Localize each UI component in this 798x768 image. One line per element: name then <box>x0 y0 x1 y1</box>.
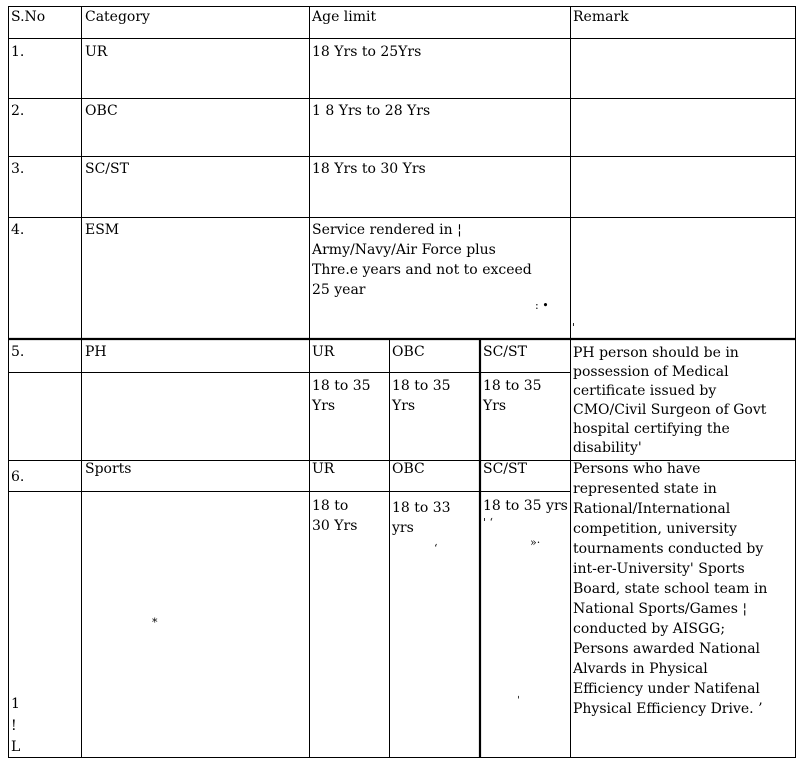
row-5-scst-value: Yrs <box>483 398 507 414</box>
row-5-remark-line: disability' <box>573 440 642 456</box>
row-6-stray-mark: ˌ <box>517 687 521 700</box>
row-6-stray-mark: * <box>152 616 158 629</box>
header-remark: Remark <box>573 9 629 25</box>
row-6-obc-value: yrs <box>392 520 414 536</box>
row-4-stray-mark: : • <box>535 299 549 312</box>
row-3-age: 18 Yrs to 30 Yrs <box>312 161 426 177</box>
row-6-subheader-ur: UR <box>312 461 335 477</box>
row-5-ur-value: 18 to 35 <box>312 378 371 394</box>
row-2-age: 1 8 Yrs to 28 Yrs <box>312 103 431 119</box>
row-6-sno-tail: L <box>11 739 21 755</box>
row-6-scst-value: 18 to 35 yrs <box>483 498 568 514</box>
row-6-obc-value: 18 to 33 <box>392 500 451 516</box>
header-category: Category <box>85 9 150 25</box>
row-6-remark-line: represented state in <box>573 481 717 497</box>
row-5-remark-line: CMO/Civil Surgeon of Govt <box>573 402 767 418</box>
row-6-remark-line: conducted by AISGG; <box>573 621 726 637</box>
row-4-age-line: Service rendered in ¦ <box>312 222 462 238</box>
row-5-subheader-obc: OBC <box>392 344 425 360</box>
row-4-category: ESM <box>85 222 120 238</box>
row-6-sno: 6. <box>11 469 25 485</box>
row-6-stray-mark: ‘ <box>434 542 438 555</box>
row-5-obc-value: Yrs <box>392 398 416 414</box>
row-6-sno-tail: 1 <box>11 696 20 712</box>
row-3-category: SC/ST <box>85 161 129 177</box>
row-1-category: UR <box>85 44 108 60</box>
row-6-category: Sports <box>85 461 132 477</box>
row-5-subheader-scst: SC/ST <box>483 344 527 360</box>
row-5-scst-value: 18 to 35 <box>483 378 542 394</box>
row-5-remark-line: possession of Medical <box>573 364 729 380</box>
row-1-age: 18 Yrs to 25Yrs <box>312 44 422 60</box>
row-2-category: OBC <box>85 103 118 119</box>
row-6-remark-line: Rational/International <box>573 501 731 517</box>
row-2-sno: 2. <box>11 103 25 119</box>
row-5-obc-value: 18 to 35 <box>392 378 451 394</box>
row-6-stray-mark: »· <box>530 536 541 549</box>
row-6-remark-line: Persons who have <box>573 461 701 477</box>
row-5-remark-line: PH person should be in <box>573 345 739 361</box>
row-6-remark-line: Board, state school team in <box>573 581 768 597</box>
row-6-remark-line: int-er-University' Sports <box>573 561 745 577</box>
row-5-subheader-ur: UR <box>312 344 335 360</box>
row-5-remark-line: hospital certifying the <box>573 421 730 437</box>
row-6-scst-mark: ' ‘ <box>483 516 494 529</box>
row-6-remark-line: tournaments conducted by <box>573 541 764 557</box>
row-6-remark-line: Alvards in Physical <box>573 661 708 677</box>
row-6-ur-value: 30 Yrs <box>312 518 358 534</box>
header-sno: S.No <box>11 9 46 25</box>
row-4-sno: 4. <box>11 222 25 238</box>
row-6-remark-line: Efficiency under Natifenal <box>573 681 760 697</box>
row-5-category: PH <box>85 344 107 360</box>
row-4-age-line: Thre.e years and not to exceed <box>312 262 532 278</box>
row-6-subheader-obc: OBC <box>392 461 425 477</box>
row-5-ur-value: Yrs <box>312 398 336 414</box>
row-4-age-line: 25 year <box>312 282 366 298</box>
row-6-remark-line: National Sports/Games ¦ <box>573 601 748 617</box>
row-3-sno: 3. <box>11 161 25 177</box>
row-4-age-line: Army/Navy/Air Force plus <box>312 242 496 258</box>
row-4-stray-mark: ' <box>572 321 576 334</box>
row-1-sno: 1. <box>11 44 25 60</box>
row-6-remark-line: Physical Efficiency Drive. ’ <box>573 701 763 717</box>
row-5-remark-line: certificate issued by <box>573 383 717 399</box>
row-5-sno: 5. <box>11 344 25 360</box>
row-6-sno-tail: ! <box>11 718 17 734</box>
row-6-subheader-scst: SC/ST <box>483 461 527 477</box>
header-age-limit: Age limit <box>312 9 377 25</box>
row-6-remark-line: Persons awarded National <box>573 641 761 657</box>
row-6-remark-line: competition, university <box>573 521 737 537</box>
row-6-ur-value: 18 to <box>312 498 349 514</box>
